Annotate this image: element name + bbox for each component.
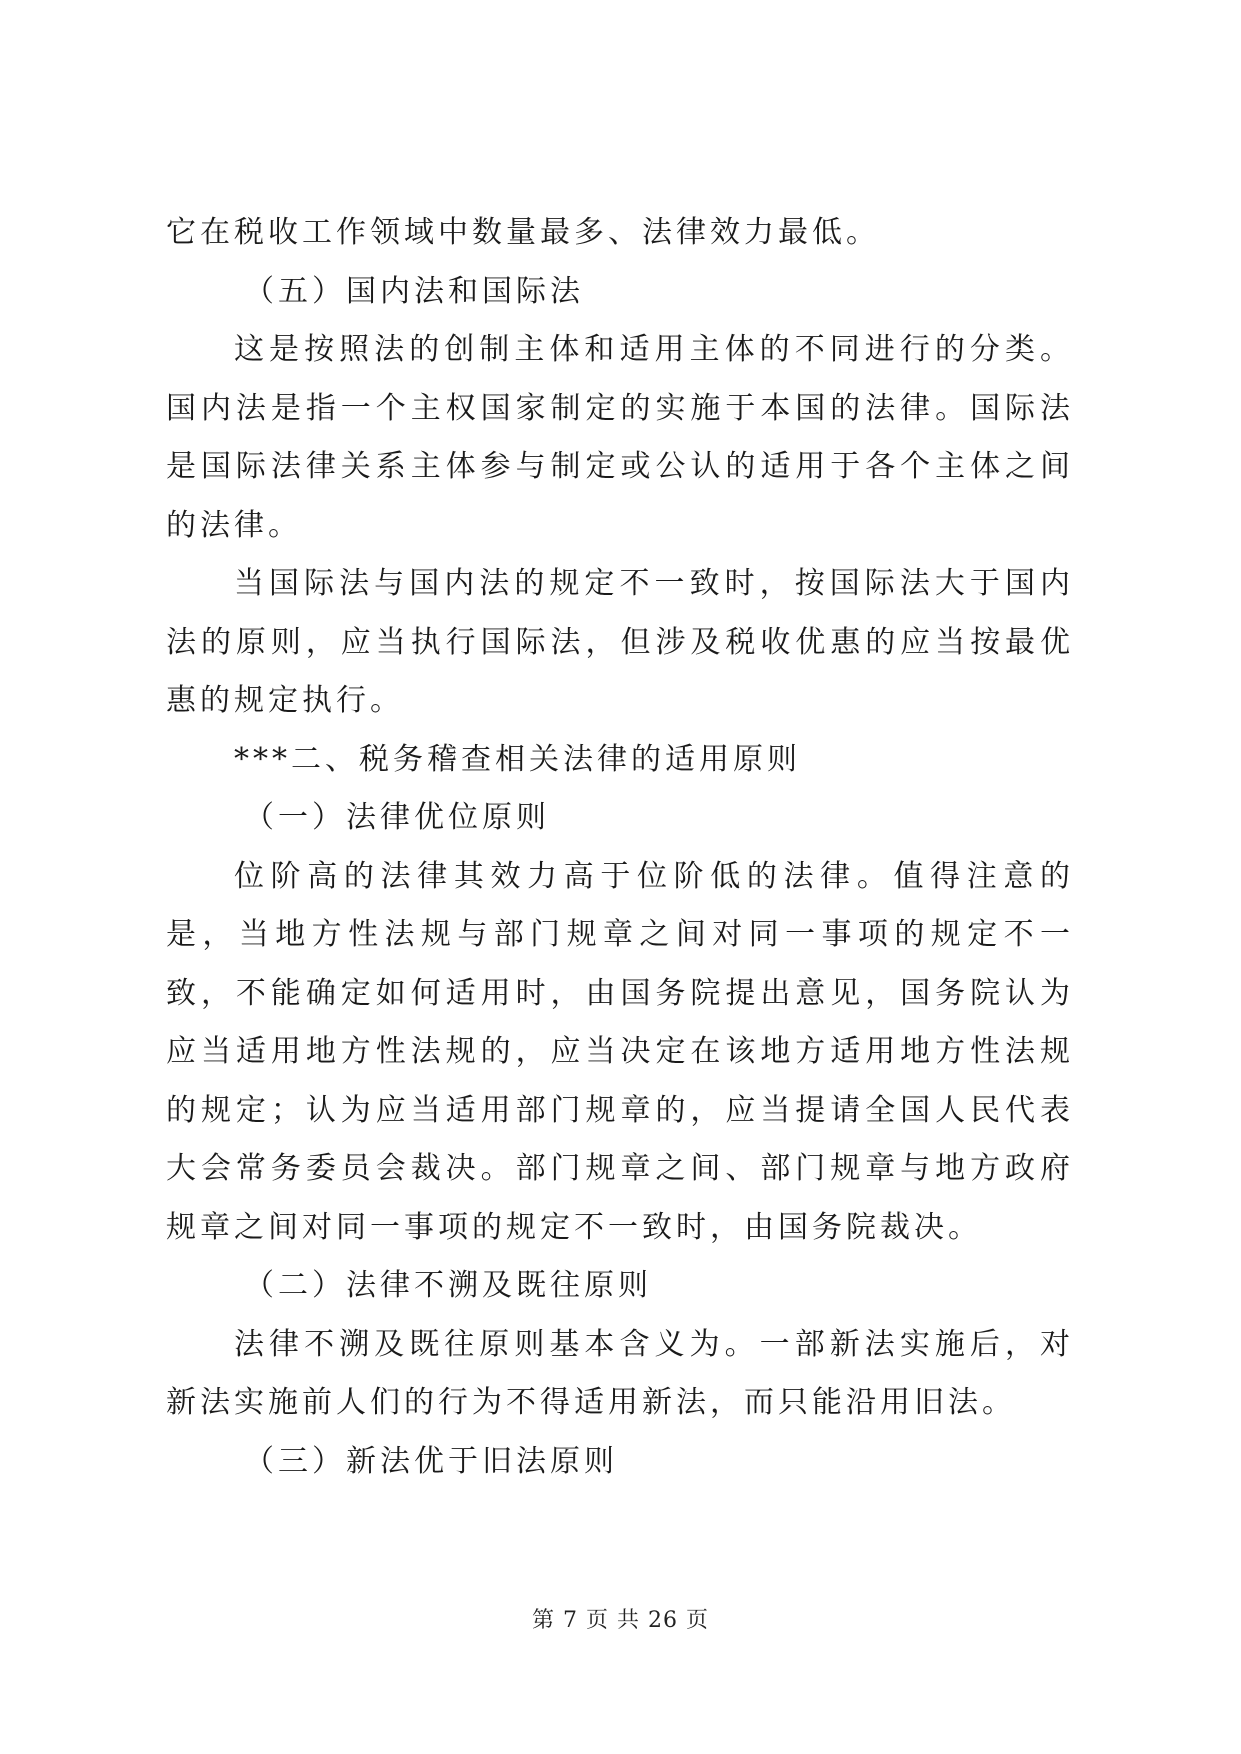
paragraph-conflict-rule: 当国际法与国内法的规定不一致时，按国际法大于国内法的原则，应当执行国际法，但涉及税收优惠的应当按最优惠的规定执行。 xyxy=(166,566,1074,718)
paragraph-hierarchy: 位阶高的法律其效力高于位阶低的法律。值得注意的是，当地方性法规与部门规章之间对同一事项的规定不一致，不能确定如何适用时，由国务院提出意见，国务院认为应当适用地方性法规的，应当决定在该地方适用地方性法规的规定；认为应当适用部门规章的，应当提请全国人民代表大会常务委员会裁决。部门规章之间、部门规章与地方政府规章之间对同一事项的规定不一致时，由国务院裁决。 xyxy=(166,858,1074,1245)
section-heading-three: （三）新法优于旧法原则 xyxy=(244,1443,618,1479)
section-heading-two: （二）法律不溯及既往原则 xyxy=(244,1268,652,1303)
section-heading-five: （五）国内法和国际法 xyxy=(244,273,584,309)
document-body xyxy=(166,204,1074,1491)
chapter-heading-two: ***二、税务稽查相关法律的适用原则 xyxy=(234,741,801,777)
section-heading-one: （一）法律优位原则 xyxy=(244,800,550,835)
paragraph-continuation: 它在税收工作领域中数量最多、法律效力最低。 xyxy=(166,215,880,250)
paragraph-classification: 这是按照法的创制主体和适用主体的不同进行的分类。国内法是指一个主权国家制定的实施于本国的法律。国际法是国际法律关系主体参与制定或公认的适用于各个主体之间的法律。 xyxy=(166,332,1074,543)
page-number-footer: 第 7 页 共 26 页 xyxy=(532,1608,709,1633)
paragraph-non-retroactivity: 法律不溯及既往原则基本含义为。一部新法实施后，对新法实施前人们的行为不得适用新法，而只能沿用旧法。 xyxy=(166,1326,1074,1420)
